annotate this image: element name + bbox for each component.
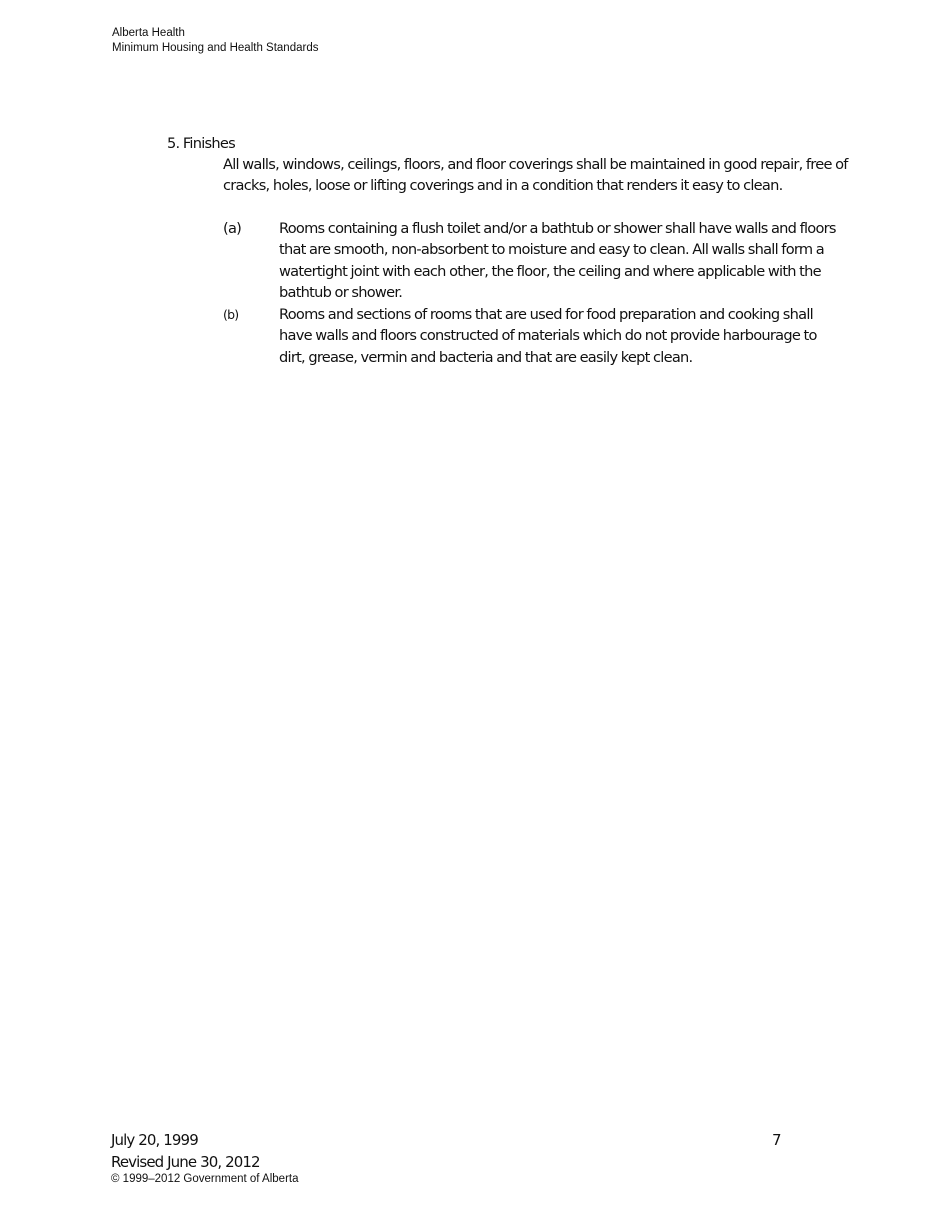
page-footer (111, 1129, 299, 1185)
page-number: 7 (772, 1131, 782, 1149)
list-item-label: (b) (223, 307, 239, 322)
section-intro-paragraph: All walls, windows, ceilings, floors, and floor coverings shall be maintained in good repair, free of cracks, holes, loose or lifting coverings and in a condition that renders it easy to clean. (223, 156, 848, 195)
footer-date: July 20, 1999 (111, 1131, 198, 1149)
header-document-title: Minimum Housing and Health Standards (112, 42, 319, 54)
list-item-text: Rooms and sections of rooms that are used for food preparation and cooking shall have walls and floors constructed of materials which do not provide harbourage to dirt, grease, vermin and bacteria and that are easily kept clean. (279, 306, 817, 366)
footer-copyright: © 1999–2012 Government of Alberta (111, 1173, 299, 1185)
page-header (112, 26, 318, 56)
list-item-text: Rooms containing a flush toilet and/or a bathtub or shower shall have walls and floors that are smooth, non-absorbent to moisture and easy to clean. All walls shall form a watertight joint with each other, the floor, the ceiling and where applicable with the bathtub or shower. (279, 220, 836, 301)
section-title: 5. Finishes (167, 135, 235, 152)
list-item-label: (a) (223, 220, 242, 237)
header-organization: Alberta Health (112, 27, 185, 39)
list-item-a (223, 218, 848, 303)
footer-revised-date: Revised June 30, 2012 (111, 1153, 260, 1171)
list-item-b (223, 304, 848, 368)
